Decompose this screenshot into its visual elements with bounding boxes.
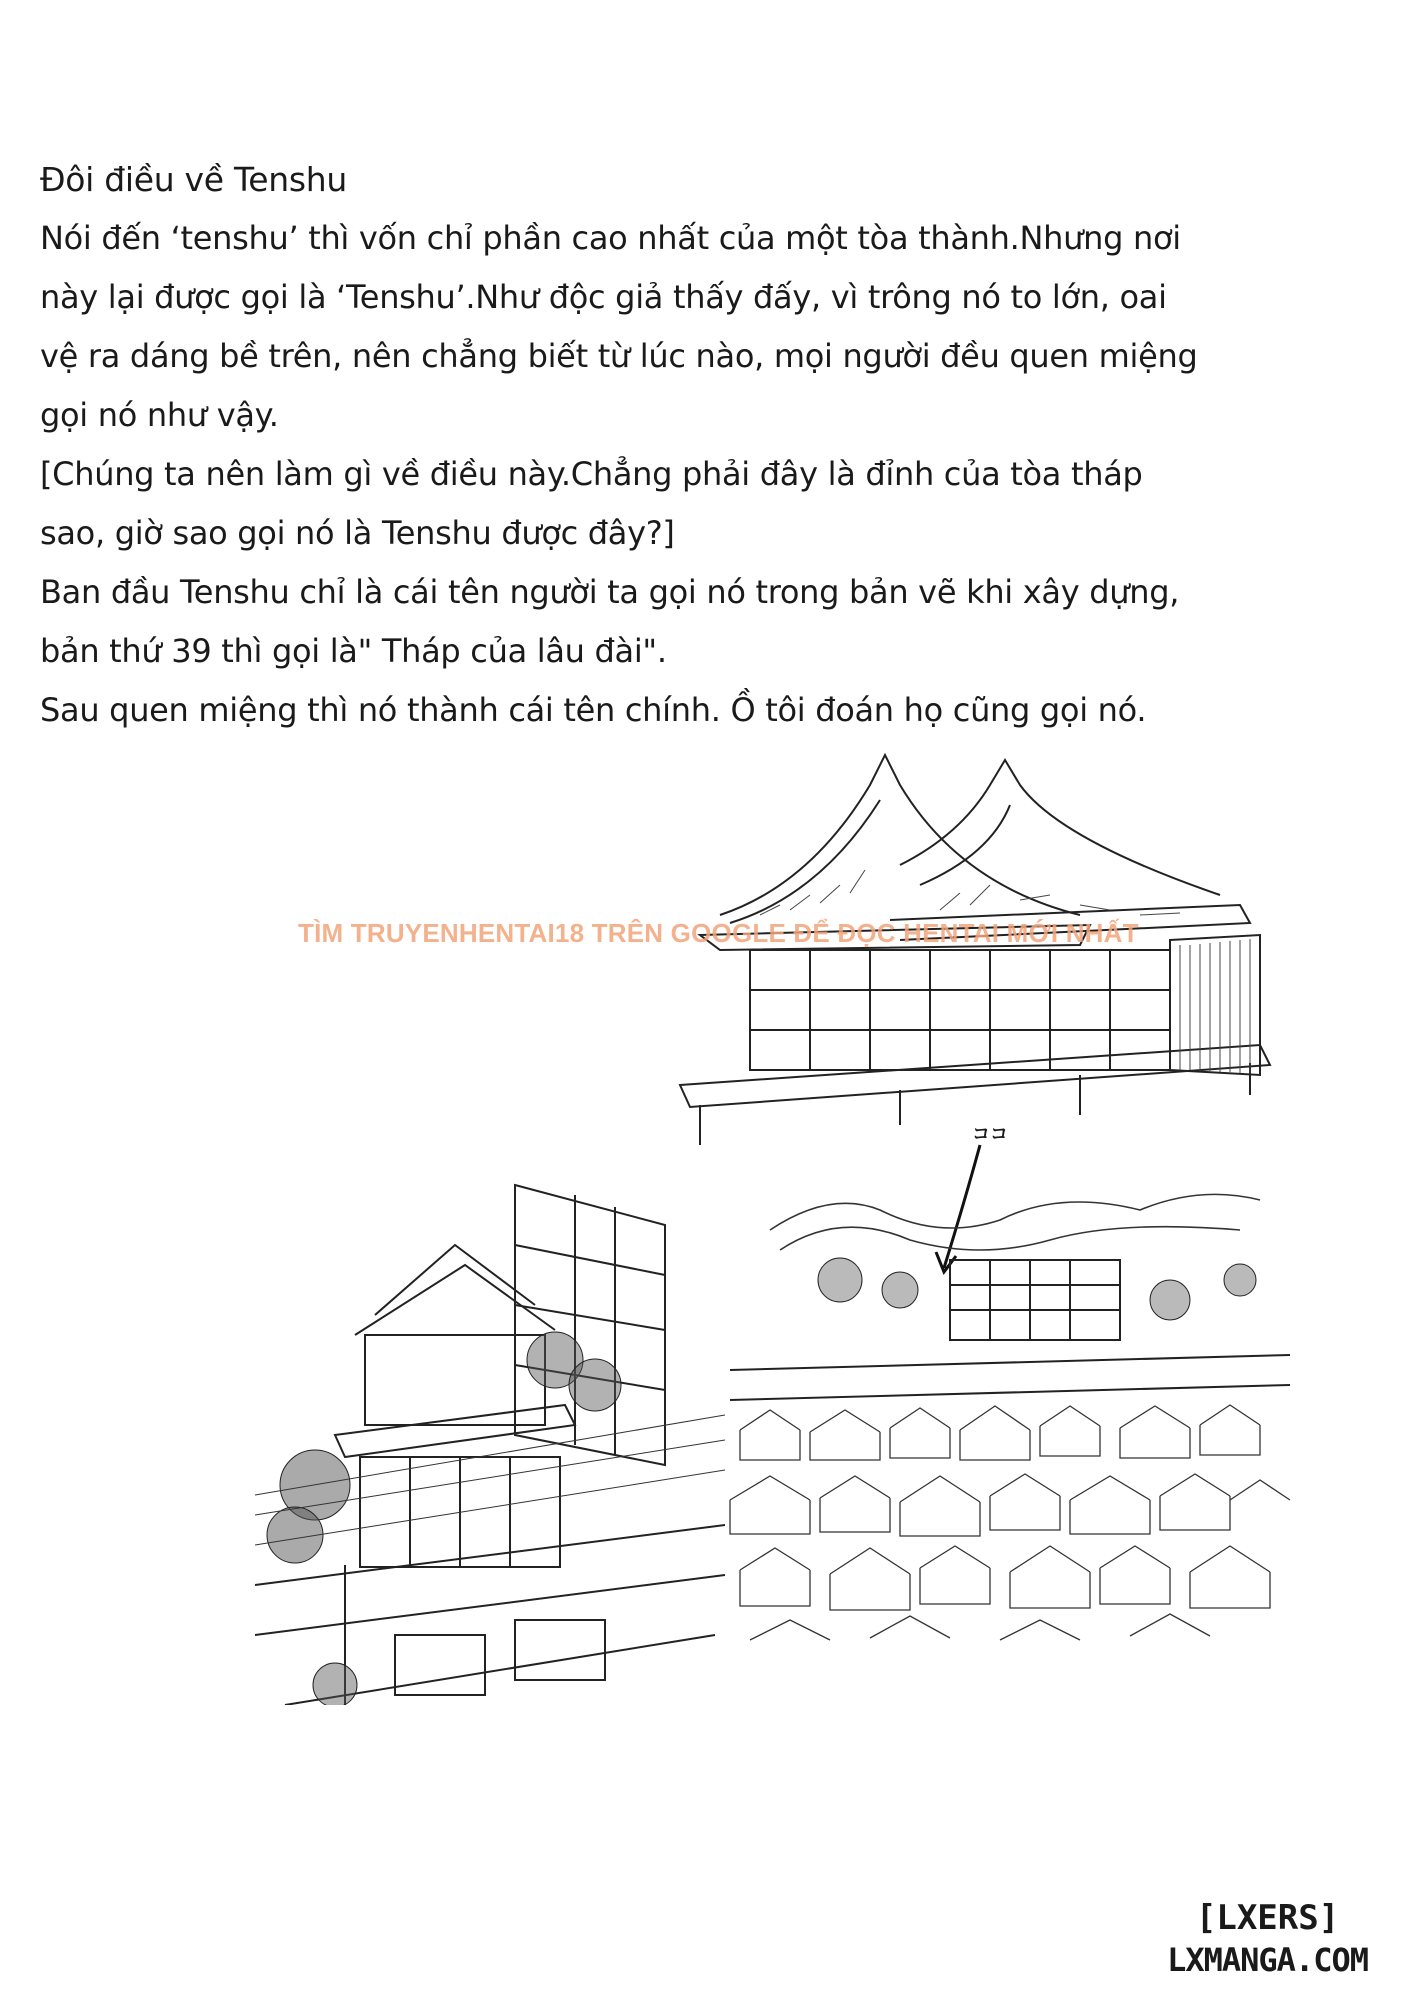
publisher-tag: [LXERS]: [1195, 1898, 1340, 1938]
text-line: Ban đầu Tenshu chỉ là cái tên người ta gọi nó trong bản vẽ khi xây dựng,: [40, 573, 1180, 611]
text-line: [Chúng ta nên làm gì về điều này.Chẳng phải đây là đỉnh của tòa tháp: [40, 455, 1143, 493]
town-panorama-illustration: [720, 1170, 1300, 1660]
text-line: bản thứ 39 thì gọi là" Tháp của lâu đài".: [40, 632, 667, 670]
text-line: vệ ra dáng bề trên, nên chẳng biết từ lúc nào, mọi người đều quen miệng: [40, 337, 1198, 375]
hillside-building-illustration: [255, 1165, 725, 1705]
watermark: TÌM TRUYENHENTAI18 TRÊN GOOGLE ĐỂ ĐỌC HENTAI MỚI NHẤT: [298, 918, 1139, 948]
text-title: Đôi điều về Tenshu: [40, 160, 347, 199]
publisher-site: LXMANGA.COM: [1167, 1941, 1368, 1979]
text-line: Nói đến ‘tenshu’ thì vốn chỉ phần cao nhất của một tòa thành.Nhưng nơi: [40, 219, 1181, 257]
text-line: gọi nó như vậy.: [40, 396, 279, 434]
publisher-logo: [1167, 1896, 1368, 1980]
roof-building-illustration: [660, 745, 1320, 1165]
text-line: sao, giờ sao gọi nó là Tenshu được đây?]: [40, 514, 675, 552]
story-text: [40, 150, 1280, 740]
text-line: này lại được gọi là ‘Tenshu’.Như độc giả thấy đấy, vì trông nó to lớn, oai: [40, 278, 1167, 316]
text-line: Sau quen miệng thì nó thành cái tên chính. Ồ tôi đoán họ cũng gọi nó.: [40, 691, 1147, 729]
sfx-label: ココ: [972, 1124, 1008, 1145]
